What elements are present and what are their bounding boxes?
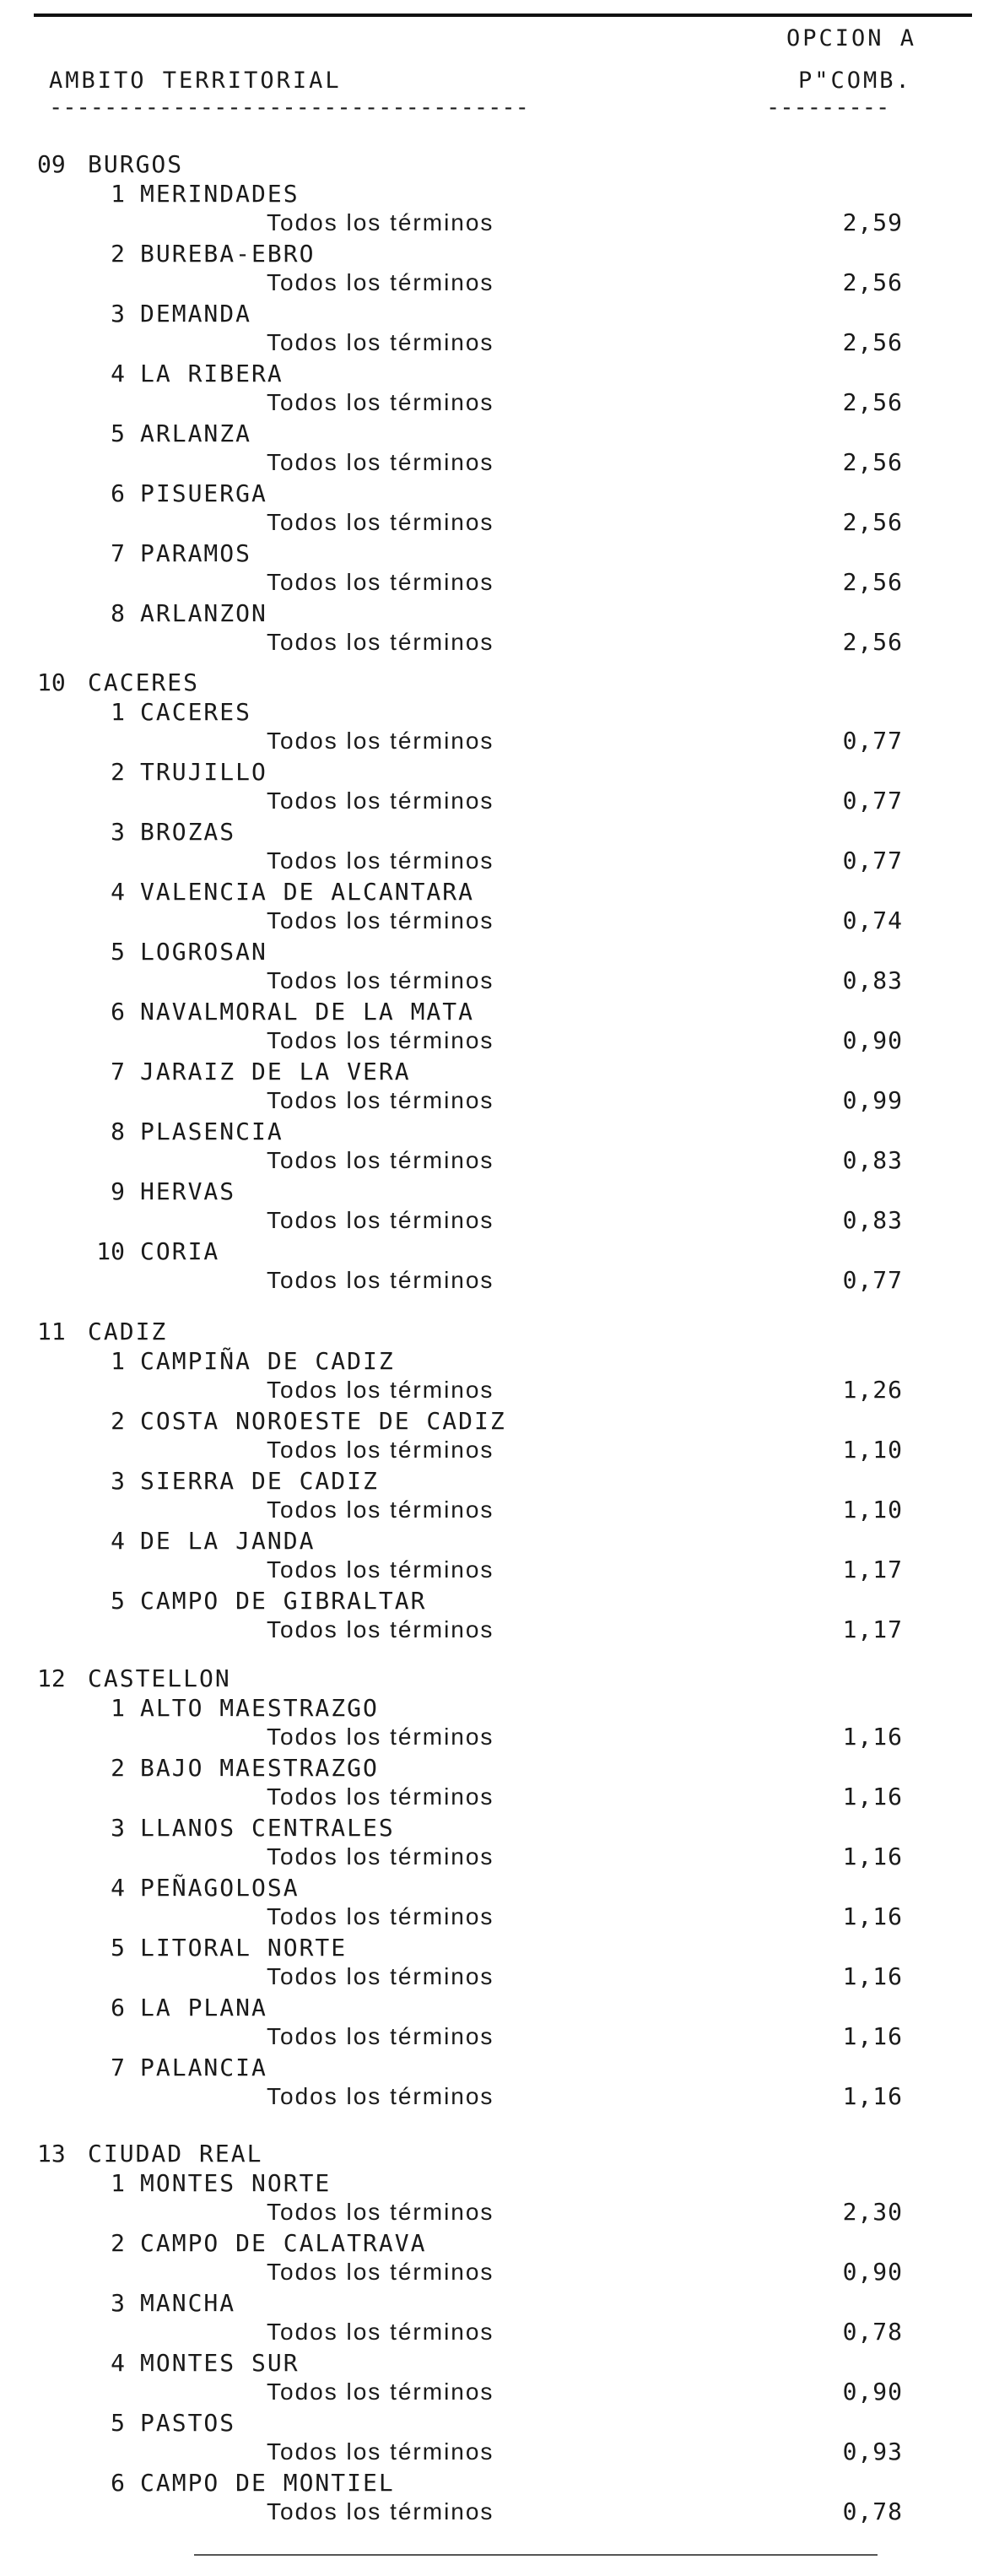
- opcion-a-value: 1,10: [842, 1496, 903, 1523]
- comarca-number: 1: [111, 698, 125, 726]
- header-dashes-left: -----------------------------------: [49, 96, 529, 119]
- comarca-name: VALENCIA DE ALCANTARA: [140, 878, 475, 906]
- comarca-name: SIERRA DE CADIZ: [140, 1467, 379, 1495]
- comarca-name: NAVALMORAL DE LA MATA: [140, 998, 475, 1026]
- comarca-row: [0, 878, 983, 908]
- opcion-a-value: 0,78: [842, 2498, 903, 2525]
- term-row: [0, 448, 983, 479]
- term-row: [0, 508, 983, 538]
- province-code: 13: [37, 2140, 66, 2167]
- comarca-row: [0, 938, 983, 968]
- province-row: [0, 1318, 983, 1348]
- comarca-name: DE LA JANDA: [140, 1527, 316, 1555]
- comarca-name: ARLANZA: [140, 419, 252, 447]
- term-label: Todos los términos: [267, 1147, 494, 1173]
- comarca-name: CAMPIÑA DE CADIZ: [140, 1347, 395, 1375]
- term-label: Todos los términos: [267, 1207, 494, 1233]
- province-row: [0, 1664, 983, 1695]
- term-label: Todos los términos: [267, 1724, 494, 1750]
- term-row: [0, 208, 983, 239]
- comarca-row: [0, 2469, 983, 2499]
- province-name: CADIZ: [88, 1318, 168, 1345]
- comarca-number: 7: [111, 539, 125, 567]
- comarca-number: 4: [111, 1874, 125, 1902]
- comarca-number: 3: [111, 818, 125, 846]
- term-row: [0, 1086, 983, 1117]
- term-label: Todos los términos: [267, 1377, 494, 1403]
- comarca-name: BUREBA-EBRO: [140, 240, 316, 268]
- term-row: [0, 787, 983, 817]
- province-row: [0, 668, 983, 699]
- term-row: [0, 1556, 983, 1586]
- term-row: [0, 1962, 983, 1993]
- header-dashes-right: ---------: [766, 96, 890, 119]
- comarca-number: 2: [111, 240, 125, 268]
- comarca-name: CAMPO DE MONTIEL: [140, 2469, 395, 2497]
- opcion-a-value: 2,56: [842, 628, 903, 656]
- comarca-name: TRUJILLO: [140, 758, 267, 786]
- term-row: [0, 1436, 983, 1466]
- term-label: Todos los términos: [267, 2259, 494, 2285]
- comarca-name: HERVAS: [140, 1177, 236, 1205]
- term-row: [0, 268, 983, 299]
- term-row: [0, 1615, 983, 1646]
- comarca-name: LOGROSAN: [140, 938, 267, 966]
- comarca-row: [0, 1694, 983, 1724]
- term-label: Todos los términos: [267, 2319, 494, 2345]
- term-row: [0, 966, 983, 997]
- comarca-number: 4: [111, 1527, 125, 1555]
- comarca-number: 3: [111, 1467, 125, 1495]
- comarca-row: [0, 240, 983, 270]
- comarca-number: 6: [111, 2469, 125, 2497]
- comarca-name: BROZAS: [140, 818, 236, 846]
- comarca-name: MONTES NORTE: [140, 2169, 332, 2197]
- opcion-a-value: 0,83: [842, 966, 903, 994]
- opcion-a-value: 0,83: [842, 1206, 903, 1234]
- opcion-a-value: 0,78: [842, 2318, 903, 2346]
- comarca-name: PALANCIA: [140, 2054, 267, 2081]
- term-label: Todos los términos: [267, 2199, 494, 2225]
- comarca-number: 1: [111, 1694, 125, 1722]
- comarca-number: 10: [96, 1237, 125, 1265]
- term-row: [0, 1496, 983, 1526]
- comarca-name: LA RIBERA: [140, 360, 284, 387]
- term-row: [0, 2082, 983, 2113]
- opcion-a-value: 1,16: [842, 2022, 903, 2050]
- comarca-row: [0, 698, 983, 728]
- opcion-a-value: 0,90: [842, 1026, 903, 1054]
- comarca-name: BAJO MAESTRAZGO: [140, 1754, 379, 1782]
- comarca-row: [0, 300, 983, 330]
- comarca-number: 5: [111, 1587, 125, 1615]
- comarca-number: 4: [111, 2349, 125, 2377]
- comarca-row: [0, 539, 983, 570]
- comarca-name: PASTOS: [140, 2409, 236, 2437]
- comarca-name: CORIA: [140, 1237, 220, 1265]
- term-label: Todos los términos: [267, 209, 494, 235]
- opcion-a-value: 2,30: [842, 2198, 903, 2226]
- term-row: [0, 1146, 983, 1177]
- comarca-row: [0, 1934, 983, 1964]
- province-name: CIUDAD REAL: [88, 2140, 263, 2167]
- comarca-number: 1: [111, 180, 125, 208]
- comarca-row: [0, 599, 983, 630]
- comarca-row: [0, 1347, 983, 1377]
- opcion-a-value: 2,56: [842, 568, 903, 596]
- comarca-row: [0, 1058, 983, 1088]
- comarca-number: 5: [111, 419, 125, 447]
- comarca-number: 9: [111, 1177, 125, 1205]
- province-code: 10: [37, 668, 66, 696]
- term-row: [0, 2022, 983, 2053]
- term-label: Todos los términos: [267, 1963, 494, 1989]
- comarca-name: PLASENCIA: [140, 1118, 284, 1145]
- opcion-a-value: 1,17: [842, 1615, 903, 1643]
- comarca-number: 3: [111, 1814, 125, 1842]
- term-label: Todos los términos: [267, 1616, 494, 1642]
- opcion-a-value: 0,77: [842, 787, 903, 814]
- comarca-number: 4: [111, 360, 125, 387]
- opcion-a-value: 0,77: [842, 1266, 903, 1294]
- comarca-number: 6: [111, 1994, 125, 2021]
- header-ambito-territorial: AMBITO TERRITORIAL: [49, 68, 342, 94]
- province-code: 12: [37, 1664, 66, 1692]
- comarca-row: [0, 1527, 983, 1557]
- opcion-a-value: 1,26: [842, 1376, 903, 1404]
- comarca-name: JARAIZ DE LA VERA: [140, 1058, 411, 1085]
- comarca-row: [0, 2054, 983, 2084]
- term-label: Todos los términos: [267, 1437, 494, 1463]
- comarca-number: 8: [111, 1118, 125, 1145]
- term-label: Todos los términos: [267, 1556, 494, 1583]
- header-opcion-a: OPCION A: [786, 25, 917, 51]
- term-label: Todos los términos: [267, 569, 494, 595]
- comarca-name: CAMPO DE GIBRALTAR: [140, 1587, 427, 1615]
- comarca-number: 5: [111, 2409, 125, 2437]
- comarca-row: [0, 1587, 983, 1617]
- term-label: Todos los términos: [267, 1087, 494, 1113]
- comarca-name: MERINDADES: [140, 180, 300, 208]
- term-label: Todos los términos: [267, 509, 494, 535]
- comarca-name: MANCHA: [140, 2289, 236, 2317]
- comarca-number: 1: [111, 1347, 125, 1375]
- term-row: [0, 1206, 983, 1237]
- comarca-number: 3: [111, 2289, 125, 2317]
- comarca-row: [0, 1118, 983, 1148]
- opcion-a-value: 1,10: [842, 1436, 903, 1464]
- comarca-name: MONTES SUR: [140, 2349, 300, 2377]
- comarca-number: 8: [111, 599, 125, 627]
- term-label: Todos los términos: [267, 907, 494, 934]
- term-row: [0, 1026, 983, 1057]
- term-label: Todos los términos: [267, 847, 494, 874]
- bottom-rule: [194, 2554, 878, 2556]
- term-row: [0, 1783, 983, 1813]
- opcion-a-value: 0,74: [842, 906, 903, 934]
- comarca-name: LLANOS CENTRALES: [140, 1814, 395, 1842]
- comarca-row: [0, 998, 983, 1028]
- comarca-number: 3: [111, 300, 125, 327]
- comarca-row: [0, 1874, 983, 1904]
- term-label: Todos los términos: [267, 329, 494, 355]
- opcion-a-value: 2,56: [842, 448, 903, 476]
- comarca-name: PARAMOS: [140, 539, 252, 567]
- comarca-number: 6: [111, 998, 125, 1026]
- comarca-name: PISUERGA: [140, 479, 267, 507]
- opcion-a-value: 1,16: [842, 1783, 903, 1810]
- header-p-comb: P"COMB.: [798, 68, 912, 94]
- opcion-a-value: 0,83: [842, 1146, 903, 1174]
- opcion-a-value: 0,93: [842, 2438, 903, 2465]
- comarca-row: [0, 2169, 983, 2200]
- term-label: Todos los términos: [267, 389, 494, 415]
- comarca-name: LITORAL NORTE: [140, 1934, 348, 1962]
- term-label: Todos los términos: [267, 1843, 494, 1870]
- comarca-name: CACERES: [140, 698, 252, 726]
- term-label: Todos los términos: [267, 1267, 494, 1293]
- term-label: Todos los términos: [267, 728, 494, 754]
- comarca-number: 2: [111, 758, 125, 786]
- comarca-number: 5: [111, 1934, 125, 1962]
- term-row: [0, 1843, 983, 1873]
- opcion-a-value: 1,16: [842, 1902, 903, 1930]
- term-row: [0, 328, 983, 359]
- comarca-row: [0, 1407, 983, 1437]
- term-row: [0, 2378, 983, 2408]
- comarca-name: ARLANZON: [140, 599, 267, 627]
- opcion-a-value: 2,56: [842, 508, 903, 536]
- term-label: Todos los términos: [267, 787, 494, 814]
- opcion-a-value: 2,56: [842, 388, 903, 416]
- term-label: Todos los términos: [267, 1783, 494, 1810]
- term-label: Todos los términos: [267, 629, 494, 655]
- term-row: [0, 906, 983, 937]
- term-row: [0, 727, 983, 757]
- comarca-row: [0, 2229, 983, 2259]
- comarca-number: 2: [111, 2229, 125, 2257]
- comarca-row: [0, 180, 983, 210]
- opcion-a-value: 0,99: [842, 1086, 903, 1114]
- comarca-number: 6: [111, 479, 125, 507]
- term-label: Todos los términos: [267, 2083, 494, 2109]
- comarca-number: 2: [111, 1407, 125, 1435]
- term-row: [0, 1723, 983, 1753]
- province-name: CASTELLON: [88, 1664, 231, 1692]
- comarca-row: [0, 1754, 983, 1784]
- comarca-number: 7: [111, 1058, 125, 1085]
- term-label: Todos los términos: [267, 2498, 494, 2525]
- term-row: [0, 2198, 983, 2228]
- opcion-a-value: 1,17: [842, 1556, 903, 1583]
- comarca-row: [0, 818, 983, 848]
- term-row: [0, 628, 983, 658]
- comarca-row: [0, 1237, 983, 1268]
- opcion-a-value: 1,16: [842, 2082, 903, 2110]
- opcion-a-value: 2,56: [842, 268, 903, 296]
- comarca-number: 1: [111, 2169, 125, 2197]
- term-row: [0, 2318, 983, 2348]
- province-code: 09: [37, 150, 66, 178]
- comarca-row: [0, 419, 983, 450]
- term-label: Todos los términos: [267, 2438, 494, 2465]
- province-row: [0, 2140, 983, 2170]
- term-label: Todos los términos: [267, 2378, 494, 2405]
- comarca-row: [0, 2289, 983, 2319]
- comarca-row: [0, 479, 983, 510]
- opcion-a-value: 1,16: [842, 1843, 903, 1870]
- comarca-name: COSTA NOROESTE DE CADIZ: [140, 1407, 506, 1435]
- comarca-name: PEÑAGOLOSA: [140, 1874, 300, 1902]
- comarca-row: [0, 1467, 983, 1497]
- term-row: [0, 388, 983, 419]
- comarca-number: 7: [111, 2054, 125, 2081]
- comarca-name: DEMANDA: [140, 300, 252, 327]
- comarca-row: [0, 1994, 983, 2024]
- opcion-a-value: 0,90: [842, 2258, 903, 2286]
- term-row: [0, 847, 983, 877]
- province-row: [0, 150, 983, 181]
- comarca-name: LA PLANA: [140, 1994, 267, 2021]
- opcion-a-value: 0,77: [842, 727, 903, 755]
- term-row: [0, 2498, 983, 2528]
- opcion-a-value: 2,59: [842, 208, 903, 236]
- term-label: Todos los términos: [267, 1027, 494, 1053]
- province-name: BURGOS: [88, 150, 184, 178]
- term-row: [0, 1902, 983, 1933]
- term-row: [0, 568, 983, 598]
- term-label: Todos los términos: [267, 967, 494, 993]
- comarca-number: 2: [111, 1754, 125, 1782]
- comarca-row: [0, 758, 983, 788]
- term-label: Todos los términos: [267, 1903, 494, 1929]
- province-name: CACERES: [88, 668, 200, 696]
- comarca-row: [0, 360, 983, 390]
- term-label: Todos los términos: [267, 1496, 494, 1523]
- comarca-row: [0, 1177, 983, 1208]
- term-label: Todos los términos: [267, 2023, 494, 2049]
- province-code: 11: [37, 1318, 66, 1345]
- term-row: [0, 2438, 983, 2468]
- opcion-a-value: 2,56: [842, 328, 903, 356]
- comarca-row: [0, 1814, 983, 1844]
- comarca-row: [0, 2409, 983, 2439]
- comarca-name: CAMPO DE CALATRAVA: [140, 2229, 427, 2257]
- term-row: [0, 1376, 983, 1406]
- term-label: Todos los términos: [267, 449, 494, 475]
- comarca-number: 4: [111, 878, 125, 906]
- comarca-number: 5: [111, 938, 125, 966]
- term-label: Todos los términos: [267, 269, 494, 295]
- opcion-a-value: 0,77: [842, 847, 903, 874]
- term-row: [0, 1266, 983, 1296]
- opcion-a-value: 1,16: [842, 1962, 903, 1990]
- comarca-name: ALTO MAESTRAZGO: [140, 1694, 379, 1722]
- term-row: [0, 2258, 983, 2288]
- opcion-a-value: 1,16: [842, 1723, 903, 1751]
- opcion-a-value: 0,90: [842, 2378, 903, 2406]
- comarca-row: [0, 2349, 983, 2379]
